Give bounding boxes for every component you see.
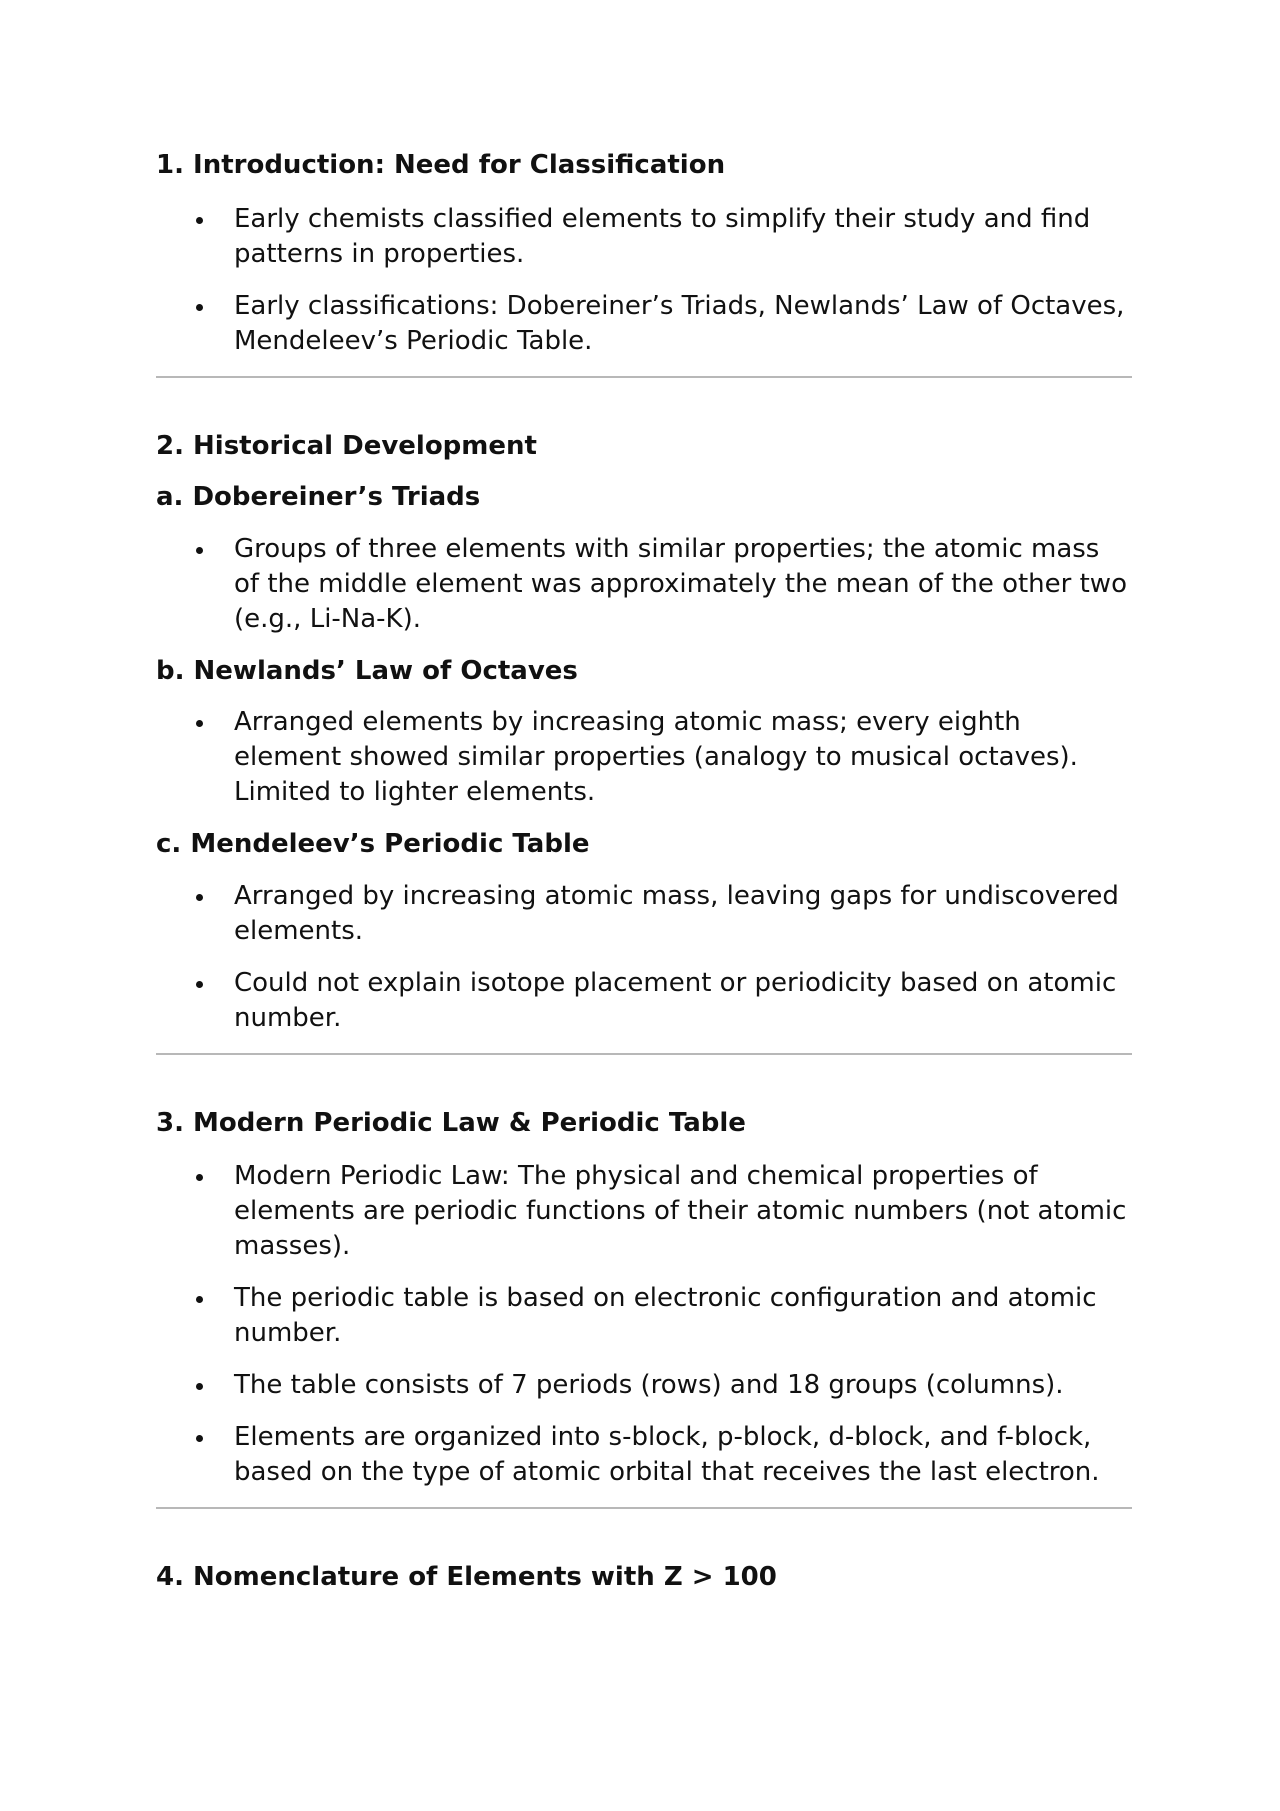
section-divider — [156, 1507, 1132, 1509]
list-item-text: Arranged by increasing atomic mass, leaving gaps for undiscovered elements. — [234, 881, 1119, 946]
section-divider — [156, 376, 1132, 378]
subsection-b-title: b. Newlands’ Law of Octaves — [156, 656, 578, 686]
subsection-a-title: a. Dobereiner’s Triads — [156, 482, 481, 512]
section-divider — [156, 1053, 1132, 1055]
list-item — [156, 1159, 1132, 1264]
list-item — [156, 705, 1132, 810]
section-3-heading: 3. Modern Periodic Law & Periodic Table — [156, 1108, 746, 1138]
bullet-icon — [196, 304, 203, 311]
list-item-text: The periodic table is based on electronic configuration and atomic number. — [234, 1283, 1097, 1348]
list-item — [156, 1368, 1132, 1403]
bullet-icon — [196, 1174, 203, 1181]
list-item-text: Elements are organized into s-block, p-block, d-block, and f-block, based on the type of atomic orbital that receives the last electron. — [234, 1422, 1100, 1487]
list-item — [156, 1281, 1132, 1351]
section-4-heading: 4. Nomenclature of Elements with Z > 100 — [156, 1562, 777, 1592]
subsection-c-list — [156, 879, 1132, 1036]
bullet-icon — [196, 1296, 203, 1303]
list-item — [156, 879, 1132, 949]
list-item — [156, 289, 1132, 359]
list-item — [156, 202, 1132, 272]
document-page — [156, 148, 1132, 1594]
bullet-icon — [196, 547, 203, 554]
bullet-icon — [196, 1435, 203, 1442]
list-item — [156, 966, 1132, 1036]
list-item-text: Groups of three elements with similar properties; the atomic mass of the middle element was approximately the mean of the other two (e.g., Li-Na-K). — [234, 534, 1127, 634]
bullet-icon — [196, 720, 203, 727]
list-item-text: Early classifications: Dobereiner’s Triads, Newlands’ Law of Octaves, Mendeleev’s Periodic Table. — [234, 291, 1125, 356]
section-1-heading: 1. Introduction: Need for Classification — [156, 150, 726, 180]
bullet-icon — [196, 981, 203, 988]
list-item — [156, 1420, 1132, 1490]
subsection-a-list — [156, 532, 1132, 637]
list-item-text: The table consists of 7 periods (rows) and 18 groups (columns). — [234, 1370, 1064, 1400]
bullet-icon — [196, 217, 203, 224]
list-item-text: Arranged elements by increasing atomic mass; every eighth element showed similar properties (analogy to musical octaves). Limited to lighter elements. — [234, 707, 1078, 807]
bullet-icon — [196, 894, 203, 901]
list-item-text: Modern Periodic Law: The physical and chemical properties of elements are periodic functions of their atomic numbers (not atomic masses). — [234, 1161, 1127, 1261]
subsection-c-title: c. Mendeleev’s Periodic Table — [156, 829, 590, 859]
section-3-list — [156, 1159, 1132, 1490]
subsection-b-list — [156, 705, 1132, 810]
list-item — [156, 532, 1132, 637]
bullet-icon — [196, 1383, 203, 1390]
list-item-text: Could not explain isotope placement or periodicity based on atomic number. — [234, 968, 1117, 1033]
section-2-heading: 2. Historical Development — [156, 431, 537, 461]
section-1-list — [156, 202, 1132, 359]
list-item-text: Early chemists classified elements to simplify their study and find patterns in properties. — [234, 204, 1091, 269]
